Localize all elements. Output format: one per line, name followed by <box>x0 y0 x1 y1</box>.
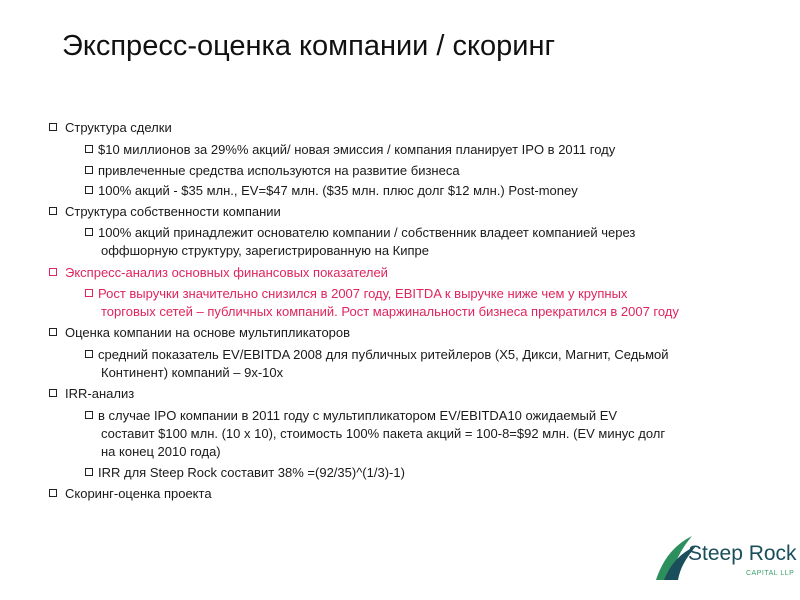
checkbox-bullet-icon <box>49 268 57 276</box>
section-multiples-valuation: Оценка компании на основе мультипликаторов <box>49 324 350 342</box>
checkbox-bullet-icon <box>85 350 93 358</box>
section-deal-structure: Структура сделки <box>49 119 172 137</box>
logo-subtitle: CAPITAL LLP <box>746 570 795 577</box>
checkbox-bullet-icon <box>49 328 57 336</box>
checkbox-bullet-icon <box>85 468 93 476</box>
list-item: 100% акций - $35 млн., EV=$47 млн. ($35 млн. плюс долг $12 млн.) Post-money <box>85 182 578 200</box>
section-ownership-structure: Структура собственности компании <box>49 203 281 221</box>
list-item: привлеченные средства используются на развитие бизнеса <box>85 162 460 180</box>
list-item: Рост выручки значительно снизился в 2007 году, EBITDA к выручке ниже чем у крупных торговых сетей – публичных компаний. Рост маржинальности бизнеса прекратился в 2007 году <box>85 285 679 321</box>
checkbox-bullet-icon <box>49 489 57 497</box>
logo-name: Steep Rock <box>688 542 797 565</box>
section-scoring: Скоринг-оценка проекта <box>49 485 212 503</box>
checkbox-bullet-icon <box>85 411 93 419</box>
checkbox-bullet-icon <box>85 228 93 236</box>
list-item: средний показатель EV/EBITDA 2008 для публичных ритейлеров (Х5, Дикси, Магнит, Седьмой Континент) компаний – 9х-10х <box>85 346 669 382</box>
section-financial-analysis: Экспресс-анализ основных финансовых показателей <box>49 264 388 282</box>
checkbox-bullet-icon <box>85 186 93 194</box>
checkbox-bullet-icon <box>85 145 93 153</box>
list-item: $10 миллионов за 29%% акций/ новая эмиссия / компания планирует IPO в 2011 году <box>85 141 615 159</box>
page-title: Экспресс-оценка компании / скоринг <box>62 30 556 62</box>
checkbox-bullet-icon <box>49 389 57 397</box>
checkbox-bullet-icon <box>49 123 57 131</box>
section-irr-analysis: IRR-анализ <box>49 385 134 403</box>
list-item: IRR для Steep Rock составит 38% =(92/35)^(1/3)-1) <box>85 464 405 482</box>
checkbox-bullet-icon <box>49 207 57 215</box>
list-item: в случае IPO компании в 2011 году с мультипликатором EV/EBITDA10 ожидаемый EV составит $100 млн. (10 х 10), стоимость 100% пакета акций = 100-8=$92 млн. (EV минус долг на конец 2010 года) <box>85 407 665 461</box>
checkbox-bullet-icon <box>85 289 93 297</box>
checkbox-bullet-icon <box>85 166 93 174</box>
list-item: 100% акций принадлежит основателю компании / собственник владеет компанией через оффшорную структуру, зарегистрированную на Кипре <box>85 224 635 260</box>
company-logo <box>652 528 798 596</box>
